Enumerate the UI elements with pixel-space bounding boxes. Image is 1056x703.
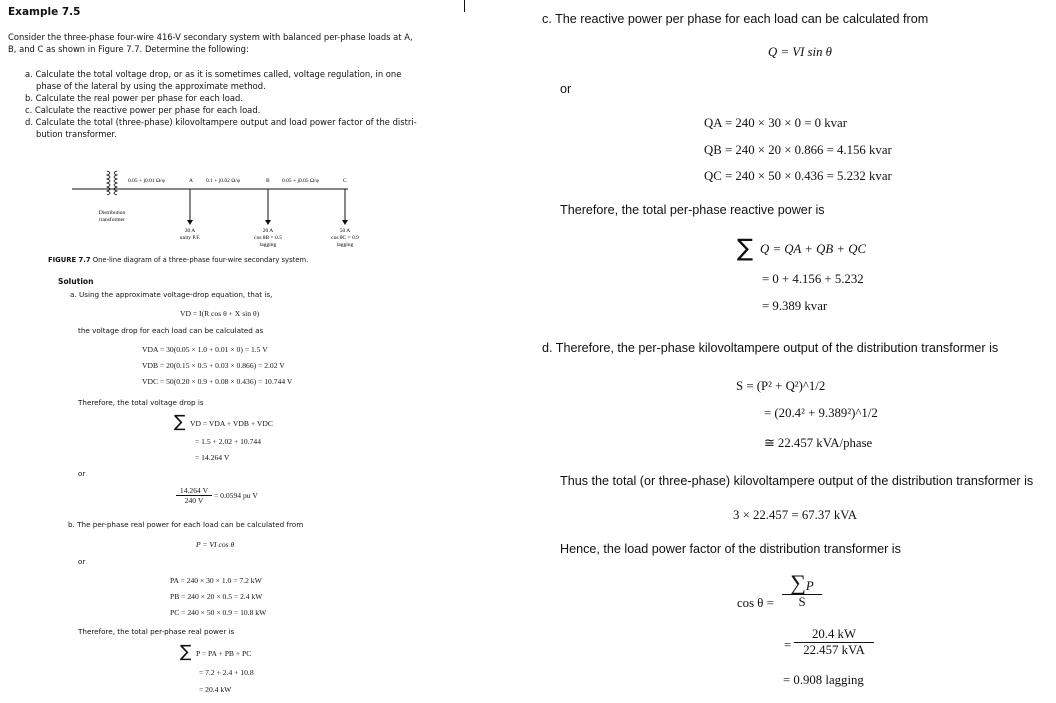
pf-fraction-values <box>794 627 874 658</box>
pu-numerator: 14.264 V <box>179 486 209 495</box>
node-a: A <box>189 178 193 184</box>
load-a-pf: unity P.F. <box>179 235 201 241</box>
figure-caption <box>48 256 308 264</box>
pf-intro: Hence, the load power factor of the distribution transformer is <box>560 542 901 556</box>
solution-heading: Solution <box>58 277 94 286</box>
q-sum: Q = QA + QB + QC <box>760 242 867 256</box>
p-sum: P = PA + PB + PC <box>196 649 252 658</box>
s-equation-result: ≅ 22.457 kVA/phase <box>764 436 873 450</box>
load-b-arrow <box>265 220 271 225</box>
task-b: b. Calculate the real power per phase for each load. <box>25 93 244 103</box>
load-c-current: 50 A <box>339 228 351 234</box>
p-c: PC = 240 × 50 × 0.9 = 10.8 kW <box>170 608 267 617</box>
transformer-symbol <box>107 171 117 195</box>
pf-numerator-value: 20.4 kW <box>811 627 857 641</box>
part-a-intro: a. Using the approximate voltage-drop equation, that is, <box>70 290 273 299</box>
part-d-intro: d. Therefore, the per-phase kilovoltampere output of the distribution transformer is <box>542 341 999 355</box>
p-total-intro: Therefore, the total per-phase real power is <box>78 627 235 636</box>
q-equation: Q = VI sin θ <box>768 45 832 59</box>
example-title: Example 7.5 <box>8 6 81 18</box>
impedance-1: 0.05 + j0.01 Ω/φ <box>128 178 165 184</box>
task-c: c. Calculate the reactive power per phase for each load. <box>25 105 261 115</box>
vd-c: VDC = 50(0.20 × 0.9 + 0.08 × 0.436) = 10.744 V <box>142 377 293 386</box>
q-a: QA = 240 × 30 × 0 = 0 kvar <box>704 116 847 130</box>
or-1: or <box>78 469 86 478</box>
s-equation: S = (P² + Q²)^1/2 <box>736 379 826 393</box>
vd-b: VDB = 20(0.15 × 0.5 + 0.03 × 0.866) = 2.02 V <box>142 361 285 370</box>
sigma-symbol-p: ∑ <box>180 642 192 662</box>
vd-equation: VD = I(R cos θ + X sin θ) <box>180 309 260 318</box>
sigma-symbol-q: ∑ <box>737 234 754 262</box>
pu-fraction <box>176 486 212 505</box>
load-b-lag: lagging <box>259 242 277 248</box>
q-sum-result: = 9.389 kvar <box>762 299 828 313</box>
task-a-cont: phase of the lateral by using the approximate method. <box>36 81 266 91</box>
q-total-intro: Therefore, the total per-phase reactive power is <box>560 203 825 217</box>
vd-sum-result: = 14.264 V <box>195 453 230 462</box>
pf-denominator-value: 22.457 kVA <box>794 642 874 658</box>
one-line-diagram <box>60 166 380 256</box>
sigma-symbol: ∑ <box>174 412 186 432</box>
figure-caption-label: FIGURE 7.7 <box>48 256 91 264</box>
load-b-current: 20 A <box>262 228 274 234</box>
load-a-current: 30 A <box>184 228 196 234</box>
pu-result: = 0.0594 pu V <box>214 491 258 500</box>
pf-result: = 0.908 lagging <box>783 673 864 687</box>
pu-denominator: 240 V <box>176 495 212 505</box>
p-b: PB = 240 × 20 × 0.5 = 2.4 kW <box>170 592 263 601</box>
or-3: or <box>560 82 572 96</box>
load-a-arrow <box>187 220 193 225</box>
vd-sum: VD = VDA + VDB + VDC <box>190 419 273 428</box>
intro-line-2: B, and C as shown in Figure 7.7. Determine the following: <box>8 44 249 54</box>
load-b-pf: cos θB = 0.5 <box>254 235 282 241</box>
xfmr-label-2: transformer <box>99 217 125 223</box>
load-c-arrow <box>342 220 348 225</box>
p-sum-values: = 7.2 + 2.4 + 10.8 <box>199 668 254 677</box>
figure-caption-text: One-line diagram of a three-phase four-wire secondary system. <box>92 256 309 264</box>
three-phase-equation: 3 × 22.457 = 67.37 kVA <box>733 508 858 522</box>
pf-equals: = <box>784 638 792 652</box>
pf-denominator: S <box>782 594 822 610</box>
intro-line-1: Consider the three-phase four-wire 416-V secondary system with balanced per-phase loads at A, <box>8 32 413 42</box>
pf-numerator <box>782 572 822 594</box>
p-equation: P = VI cos θ <box>196 540 235 549</box>
load-c-pf: cos θC = 0.9 <box>331 235 359 241</box>
node-b: B <box>266 178 270 184</box>
task-d: d. Calculate the total (three-phase) kilovoltampere output and load power factor of the distri- <box>25 117 417 127</box>
q-sum-values: = 0 + 4.156 + 5.232 <box>762 272 864 286</box>
sigma-symbol-pf: ∑ <box>790 570 806 595</box>
vd-each-intro: the voltage drop for each load can be calculated as <box>78 326 264 335</box>
q-c: QC = 240 × 50 × 0.436 = 5.232 kvar <box>704 169 892 183</box>
vd-sum-values: = 1.5 + 2.02 + 10.744 <box>195 437 262 446</box>
impedance-3: 0.05 + j0.05 Ω/φ <box>282 178 319 184</box>
impedance-2: 0.1 + j0.02 Ω/φ <box>206 178 241 184</box>
load-c-lag: lagging <box>336 242 354 248</box>
task-d-cont: bution transformer. <box>36 129 117 139</box>
part-c-intro: c. The reactive power per phase for each load can be calculated from <box>542 12 929 26</box>
p-sum-result: = 20.4 kW <box>199 685 232 694</box>
q-b: QB = 240 × 20 × 0.866 = 4.156 kvar <box>704 143 892 157</box>
p-a: PA = 240 × 30 × 1.0 = 7.2 kW <box>170 576 262 585</box>
s-equation-values: = (20.4² + 9.389²)^1/2 <box>764 406 878 420</box>
three-phase-intro: Thus the total (or three-phase) kilovoltampere output of the distribution transformer is <box>560 474 1034 488</box>
pf-fraction <box>782 572 822 610</box>
task-a: a. Calculate the total voltage drop, or as it is sometimes called, voltage regulation, in one <box>25 69 402 79</box>
part-b-intro: b. The per-phase real power for each load can be calculated from <box>68 520 304 529</box>
page-divider <box>464 0 465 12</box>
pf-lhs: cos θ = <box>737 596 774 610</box>
node-c: C <box>343 178 347 184</box>
pf-numerator-symbol: P <box>805 579 814 593</box>
xfmr-label-1: Distribution <box>98 210 126 216</box>
or-2: or <box>78 557 86 566</box>
vd-a: VDA = 30(0.05 × 1.0 + 0.01 × 0) = 1.5 V <box>142 345 268 354</box>
vd-total-intro: Therefore, the total voltage drop is <box>78 398 204 407</box>
